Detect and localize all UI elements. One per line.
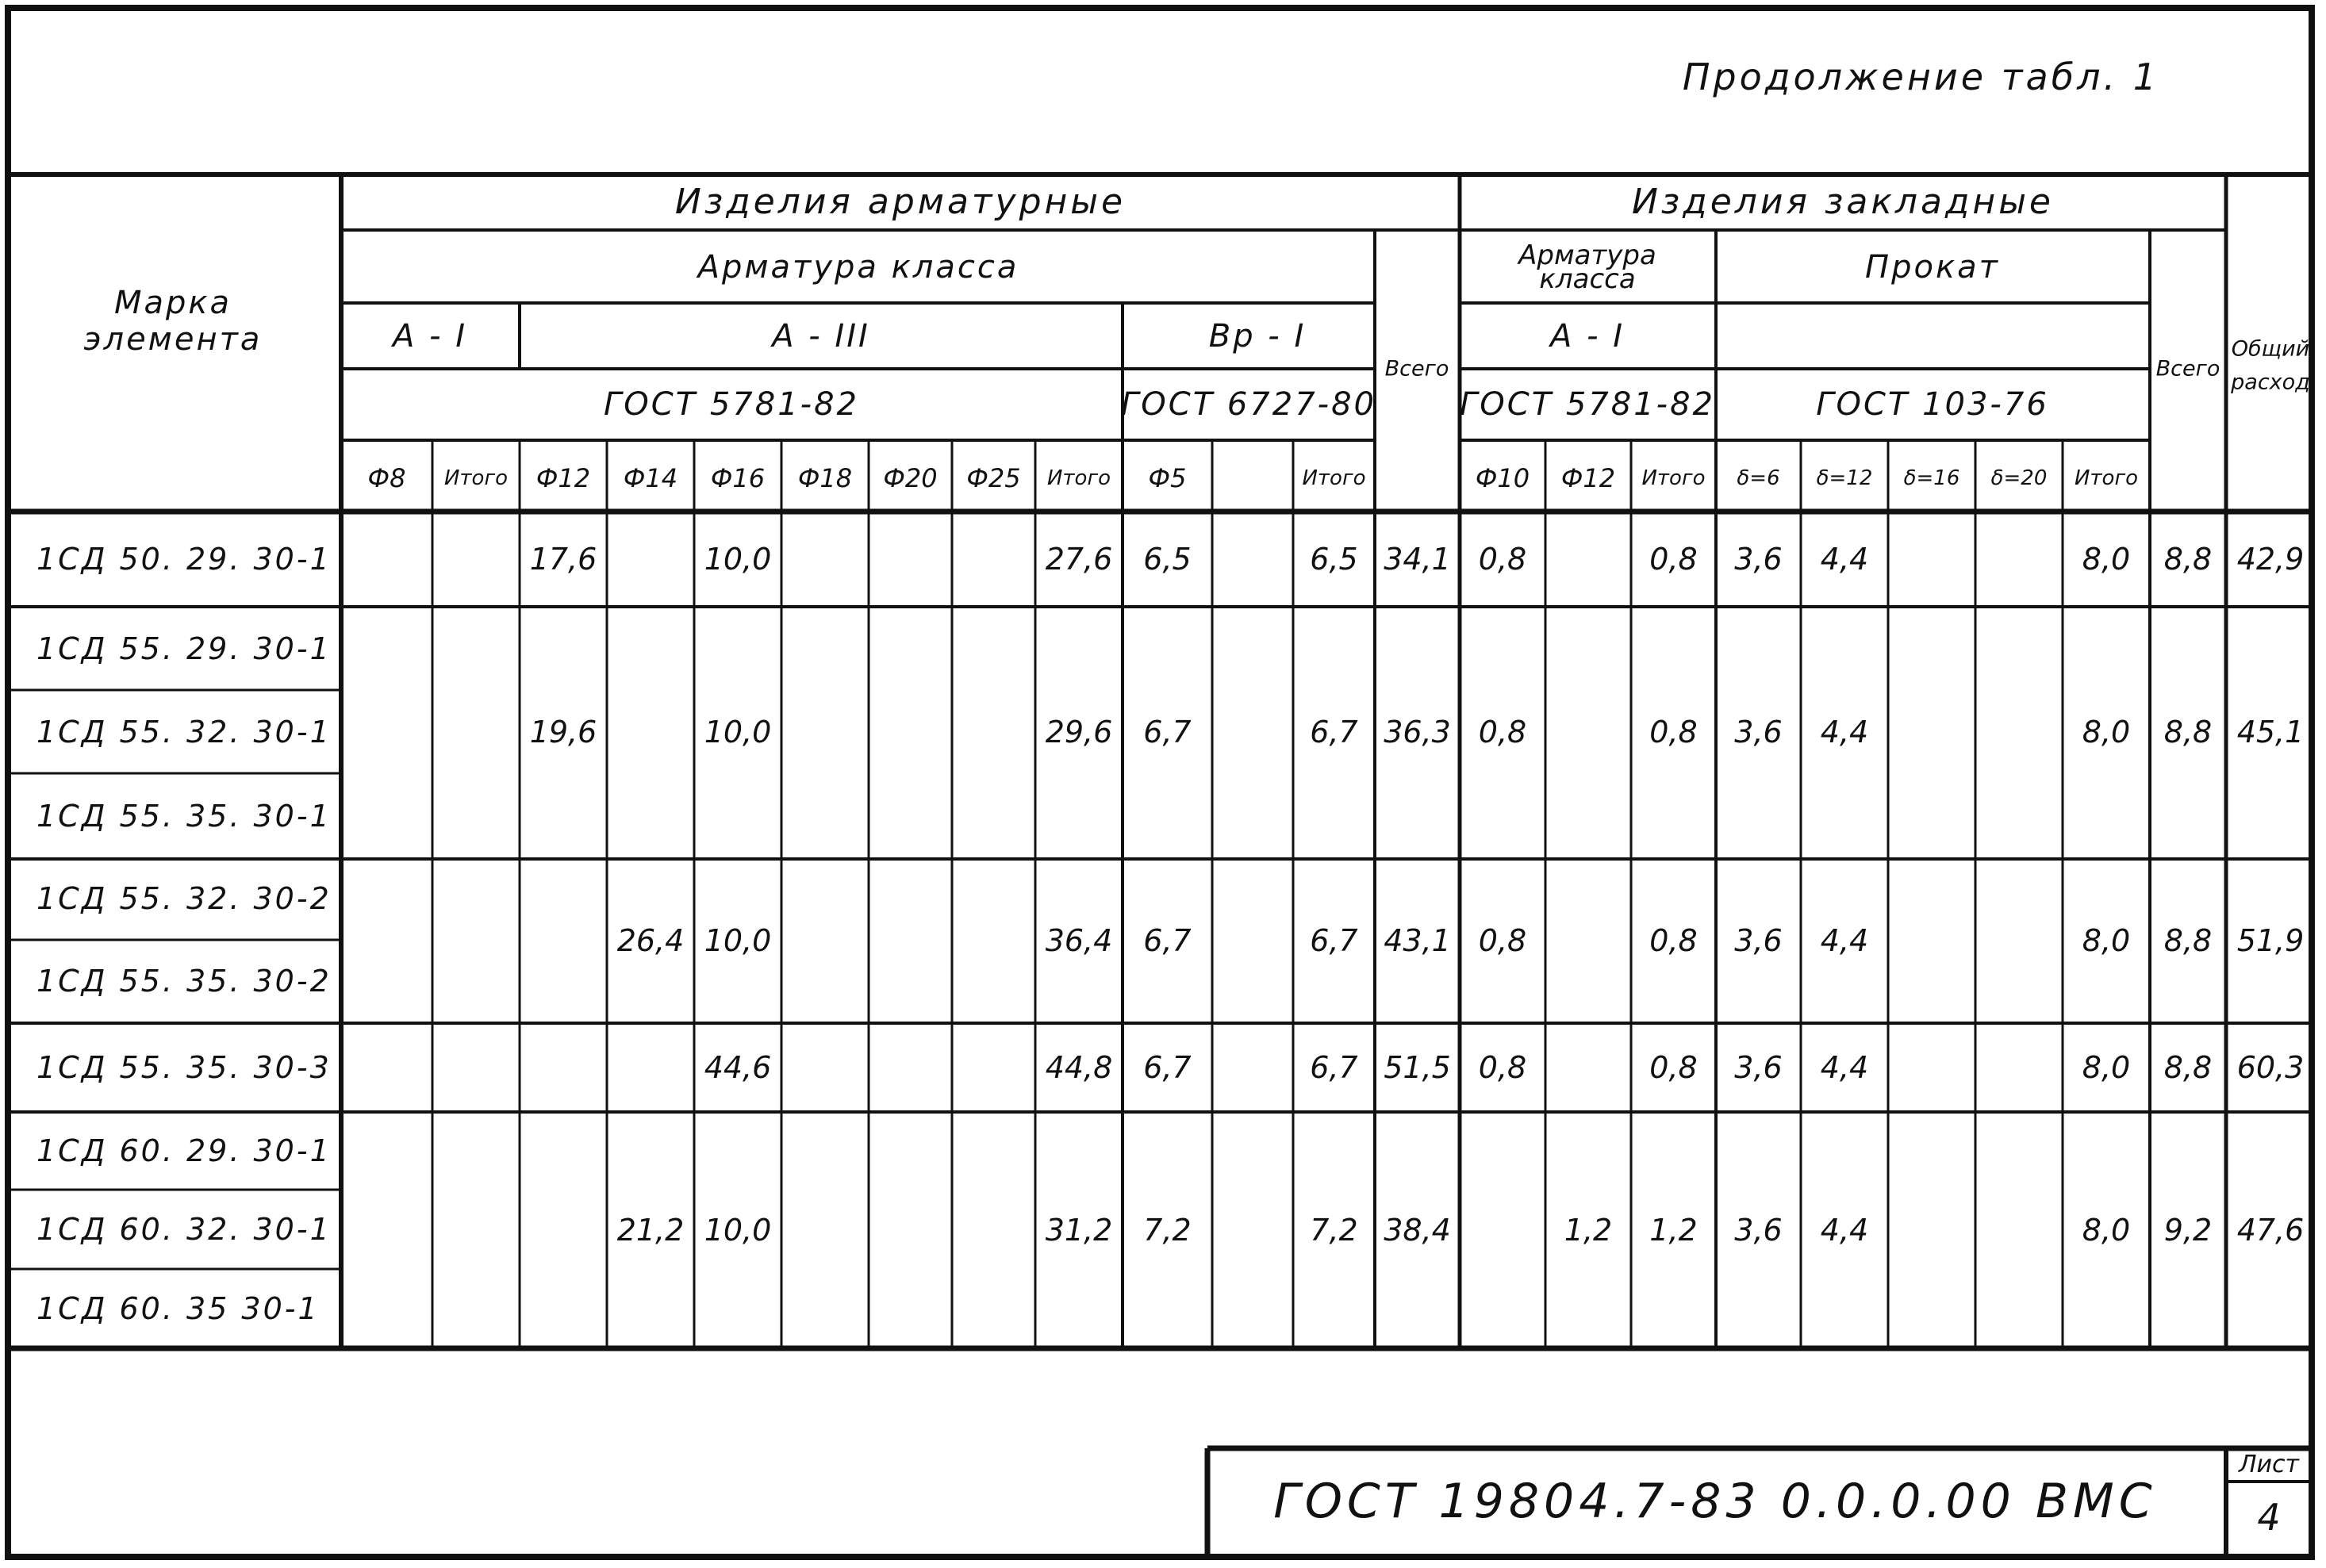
table-cell: 10,0 (704, 923, 772, 958)
table-cell: 10,0 (704, 542, 772, 577)
subcolumn-header: δ=6 (1737, 466, 1780, 490)
table-cell: 4,4 (1820, 542, 1869, 577)
subcolumn-header: Ф12 (1560, 463, 1616, 493)
subcolumn-header: Ф8 (367, 463, 406, 493)
subcolumn-header: Ф14 (623, 463, 678, 493)
armatura-klassa-embed-line2: класса (1539, 263, 1636, 295)
table-cell: 7,2 (1143, 1213, 1192, 1248)
table-cell: 8,0 (2082, 923, 2131, 958)
table-cell: 17,6 (529, 542, 597, 577)
class-bp1-header: Вр - I (1208, 318, 1307, 355)
table-cell: 6,7 (1143, 923, 1192, 958)
prokat-header: Прокат (1865, 249, 2000, 286)
table-cell: 0,8 (1478, 923, 1527, 958)
table-cell: 47,6 (2236, 1213, 2305, 1248)
group-embedded-header: Изделия закладные (1632, 182, 2054, 222)
table-cell: 3,6 (1734, 1213, 1783, 1248)
table-cell: 4,4 (1820, 715, 1869, 749)
table-cell: 8,8 (2163, 923, 2213, 958)
table-cell: 43,1 (1384, 923, 1451, 958)
element-mark-label: 1СД 60. 35 30-1 (36, 1291, 320, 1326)
table-cell: 29,6 (1045, 715, 1113, 749)
subcolumn-header: Ф25 (966, 463, 1021, 493)
gost-103-header: ГОСТ 103-76 (1816, 386, 2049, 423)
armatura-klassa-header: Арматура класса (697, 249, 1019, 286)
table-cell: 4,4 (1820, 1213, 1869, 1248)
class-a1-embed-header: А - I (1549, 318, 1626, 355)
vsego-embed-header: Всего (2155, 356, 2220, 381)
element-mark-label: 1СД 55. 35. 30-2 (36, 964, 332, 999)
element-mark-label: 1СД 55. 35. 30-1 (36, 799, 332, 834)
table-cell: 0,8 (1649, 715, 1698, 749)
table-cell: 0,8 (1649, 1050, 1698, 1085)
table-cell: 34,1 (1384, 542, 1451, 577)
table-cell: 10,0 (704, 1213, 772, 1248)
gost-5781-header: ГОСТ 5781-82 (604, 386, 859, 423)
table-cell: 3,6 (1734, 1050, 1783, 1085)
subcolumn-header: δ=20 (1990, 466, 2048, 490)
mark-column-header-line2: элемента (83, 321, 263, 358)
gost-5781-embed-header: ГОСТ 5781-82 (1460, 386, 1715, 423)
table-cell: 8,0 (2082, 1050, 2131, 1085)
table-cell: 44,6 (704, 1050, 772, 1085)
table-cell: 6,7 (1310, 923, 1358, 958)
table-cell: 21,2 (616, 1213, 685, 1248)
table-cell: 26,4 (616, 923, 685, 958)
table-cell: 0,8 (1649, 923, 1698, 958)
table-cell: 3,6 (1734, 715, 1783, 749)
subcolumn-header: Ф5 (1148, 463, 1187, 493)
total-consumption-header-line1: Общий (2231, 336, 2310, 362)
element-mark-label: 1СД 55. 29. 30-1 (36, 631, 332, 666)
table-cell: 6,7 (1143, 715, 1192, 749)
mark-column-header-line1: Марка (113, 285, 232, 321)
table-cell: 8,0 (2082, 1213, 2131, 1248)
table-cell: 3,6 (1734, 923, 1783, 958)
table-cell: 19,6 (529, 715, 597, 749)
table-cell: 38,4 (1384, 1213, 1451, 1248)
table-cell: 8,8 (2163, 715, 2213, 749)
table-cell: 0,8 (1478, 1050, 1527, 1085)
group-reinforcement-header: Изделия арматурные (674, 182, 1127, 222)
subcolumn-header: Ф20 (883, 463, 938, 493)
subcolumn-header: Итого (1302, 466, 1366, 490)
element-mark-label: 1СД 60. 29. 30-1 (36, 1133, 332, 1168)
vsego-reinf-header: Всего (1384, 356, 1449, 381)
table-cell: 7,2 (1310, 1213, 1358, 1248)
table-cell: 45,1 (2236, 715, 2305, 749)
continuation-title: Продолжение табл. 1 (1682, 56, 2159, 98)
table-cell: 6,5 (1143, 542, 1192, 577)
table-cell: 1,2 (1564, 1213, 1613, 1248)
table-cell: 8,8 (2163, 1050, 2213, 1085)
sheet-number: 4 (2257, 1496, 2281, 1539)
table-cell: 8,0 (2082, 542, 2131, 577)
element-mark-label: 1СД 55. 32. 30-2 (36, 881, 332, 916)
subcolumn-header: Ф12 (535, 463, 591, 493)
subcolumn-header: δ=16 (1903, 466, 1960, 490)
element-mark-label: 1СД 50. 29. 30-1 (36, 542, 332, 577)
table-cell: 1,2 (1649, 1213, 1698, 1248)
table-cell: 27,6 (1045, 542, 1113, 577)
table-cell: 6,7 (1310, 715, 1358, 749)
class-a3-header: А - III (772, 318, 870, 355)
subcolumn-header: δ=12 (1816, 466, 1873, 490)
subcolumn-header: Ф18 (797, 463, 853, 493)
table-cell: 9,2 (2163, 1213, 2213, 1248)
table-cell: 0,8 (1478, 715, 1527, 749)
table-cell: 4,4 (1820, 923, 1869, 958)
total-consumption-header-line2: расход (2231, 370, 2310, 395)
element-mark-label: 1СД 55. 35. 30-3 (36, 1050, 332, 1085)
subcolumn-header: Итого (443, 466, 509, 490)
table-cell: 8,8 (2163, 542, 2213, 577)
table-cell: 3,6 (1734, 542, 1783, 577)
class-a1-header: А - I (392, 318, 468, 355)
table-cell: 60,3 (2236, 1050, 2305, 1085)
document-code: ГОСТ 19804.7-83 0.0.0.00 ВМС (1273, 1474, 2157, 1529)
sheet-label: Лист (2238, 1451, 2300, 1478)
armatura-klassa-embed-line1: Арматура (1518, 240, 1656, 271)
table-cell: 31,2 (1045, 1213, 1113, 1248)
table-cell: 6,7 (1310, 1050, 1358, 1085)
table-cell: 51,5 (1384, 1050, 1451, 1085)
table-cell: 51,9 (2236, 923, 2305, 958)
table-cell: 10,0 (704, 715, 772, 749)
table-cell: 4,4 (1820, 1050, 1869, 1085)
element-mark-label: 1СД 55. 32. 30-1 (36, 715, 332, 749)
subcolumn-header: Итого (1046, 466, 1111, 490)
table-cell: 6,7 (1143, 1050, 1192, 1085)
table-cell: 42,9 (2236, 542, 2305, 577)
subcolumn-header: Итого (2074, 466, 2139, 490)
element-mark-label: 1СД 60. 32. 30-1 (36, 1212, 332, 1247)
table-cell: 8,0 (2082, 715, 2131, 749)
table-cell: 0,8 (1478, 542, 1527, 577)
gost-6727-header: ГОСТ 6727-80 (1121, 386, 1376, 423)
table-cell: 0,8 (1649, 542, 1698, 577)
table-cell: 6,5 (1310, 542, 1358, 577)
table-cell: 36,3 (1384, 715, 1451, 749)
table-cell: 36,4 (1045, 923, 1113, 958)
subcolumn-header: Ф10 (1475, 463, 1530, 493)
subcolumn-header: Ф16 (710, 463, 766, 493)
table-cell: 44,8 (1045, 1050, 1113, 1085)
subcolumn-header: Итого (1641, 466, 1706, 490)
